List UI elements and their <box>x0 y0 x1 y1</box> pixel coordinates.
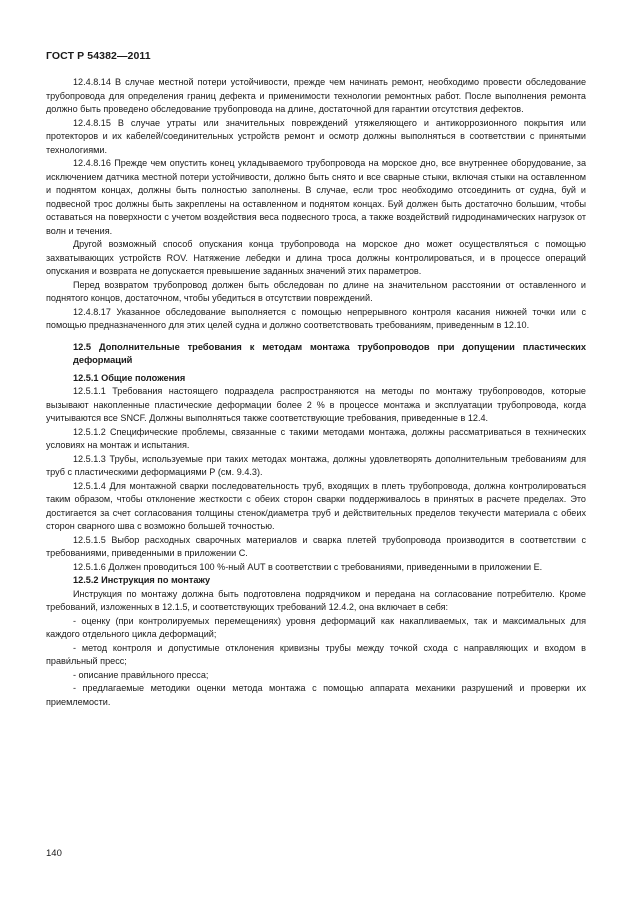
paragraph: 12.5.1.4 Для монтажной сварки последовательность труб, входящих в плеть трубопровода, должна контролироваться таким образом, чтобы отклонение жесткости с обеих сторон сварки поддерживалось в принятых в расчете пределах. Это достигается за счет согласования толщины стенок/диаметра труб и действительных пределов текучести материала с обеих сторон сварного шва с возможно большей точностью. <box>46 480 586 531</box>
page-number: 140 <box>46 848 62 859</box>
paragraph: Перед возвратом трубопровод должен быть обследован по длине на значительном расстоянии от оставленного и поднятого концов, достаточном, чтобы убедиться в отсутствии повреждений. <box>46 279 586 303</box>
list-item: - оценку (при контролируемых перемещениях) уровня деформаций как накапливаемых, так и максимальных для каждого отдельного цикла деформаций; <box>46 615 586 639</box>
list-item: - описание прави́льного пресса; <box>73 669 209 680</box>
paragraph: 12.4.8.15 В случае утраты или значительных повреждений утяжеляющего и антикоррозионного покрытия или протекторов и их кабелей/соединительных устройств ремонт и осмотр должны выполняться в соответствии с принятыми технологиями. <box>46 117 586 155</box>
paragraph: 12.4.8.14 В случае местной потери устойчивости, прежде чем начинать ремонт, необходимо провести обследование трубопровода для определения границ дефекта и применимости технологии ремонтных работ. После выполнения ремонта должно быть проведено обследование трубопровода на длине, достаточной для гарантии отсутствия дефектов. <box>46 77 586 114</box>
document-body <box>46 76 586 709</box>
paragraph: 12.5.1.5 Выбор расходных сварочных материалов и сварка плетей трубопровода производится в соответствии с требованиями, приведенными в приложении С. <box>46 534 586 558</box>
section-heading-12-5: 12.5 Дополнительные требования к методам монтажа трубопроводов при допущении пластических деформаций <box>73 341 586 365</box>
paragraph: 12.5.1.1 Требования настоящего подраздела распространяются на методы по монтажу трубопроводов, которые вызывают накопленные пластические деформации более 2 % в процессе монтажа и эксплуатации трубопровода, когда учитываются все SNCF. Должны выполняться также соответствующие требования, приведенные в 12.4. <box>46 386 586 423</box>
paragraph: Другой возможный способ опускания конца трубопровода на морское дно может осуществляться с помощью захватывающих устройств ROV. Натяжение лебедки и длина троса должны контролироваться, и в процессе операций опускания и возврата не допускается превышение заданных значений этих параметров. <box>46 239 586 276</box>
subsection-heading-12-5-1: 12.5.1 Общие положения <box>73 372 186 383</box>
paragraph: 12.5.1.2 Специфические проблемы, связанные с такими методами монтажа, должны рассматриваться в технических условиях на монтаж и испытания. <box>46 426 586 450</box>
list-item: - предлагаемые методики оценки метода монтажа с помощью аппарата механики разрушений и проверки их приемлемости. <box>46 683 586 707</box>
paragraph: 12.5.1.3 Трубы, используемые при таких методах монтажа, должны удовлетворять дополнительным требованиям для труб с пластическими деформациями Р (см. 9.4.3). <box>46 453 586 477</box>
paragraph: 12.4.8.16 Прежде чем опустить конец укладываемого трубопровода на морское дно, все внутреннее оборудование, за исключением датчика местной потери устойчивости, должно быть снято и все сварные стыки, включая стыки на оставленном и поднятом концах, должны быть полностью заполнены. В случае, если трос необходимо отсоединить от судна, буй и подвесной трос должны быть закреплены на оставленном и поднятом концах. Буй должен быть достаточно большим, чтобы оставаться на поверхности с учетом воздействия веса подвесного троса, а также воздействий гидродинамических нагрузок от волн и течения. <box>46 158 586 236</box>
document-header: ГОСТ Р 54382—2011 <box>46 50 151 62</box>
paragraph: 12.4.8.17 Указанное обследование выполняется с помощью непрерывного контроля касания нижней точки или с помощью предназначенного для этих целей судна и должно соответствовать требованиям, приведенным в 12.10. <box>46 306 586 330</box>
subsection-heading-12-5-2: 12.5.2 Инструкция по монтажу <box>73 575 211 585</box>
paragraph: 12.5.1.6 Должен проводиться 100 %-ный AUT в соответствии с требованиями, приведенными в приложении Е. <box>73 561 543 572</box>
list-item: - метод контроля и допустимые отклонения кривизны трубы между точкой схода с направляющих и входом в прави́льный пресс; <box>46 642 586 666</box>
paragraph: Инструкция по монтажу должна быть подготовлена подрядчиком и передана на согласование потребителю. Кроме требований, изложенных в 12.1.5, и соответствующих требований 12.4.2, она включает в себя: <box>46 588 586 612</box>
